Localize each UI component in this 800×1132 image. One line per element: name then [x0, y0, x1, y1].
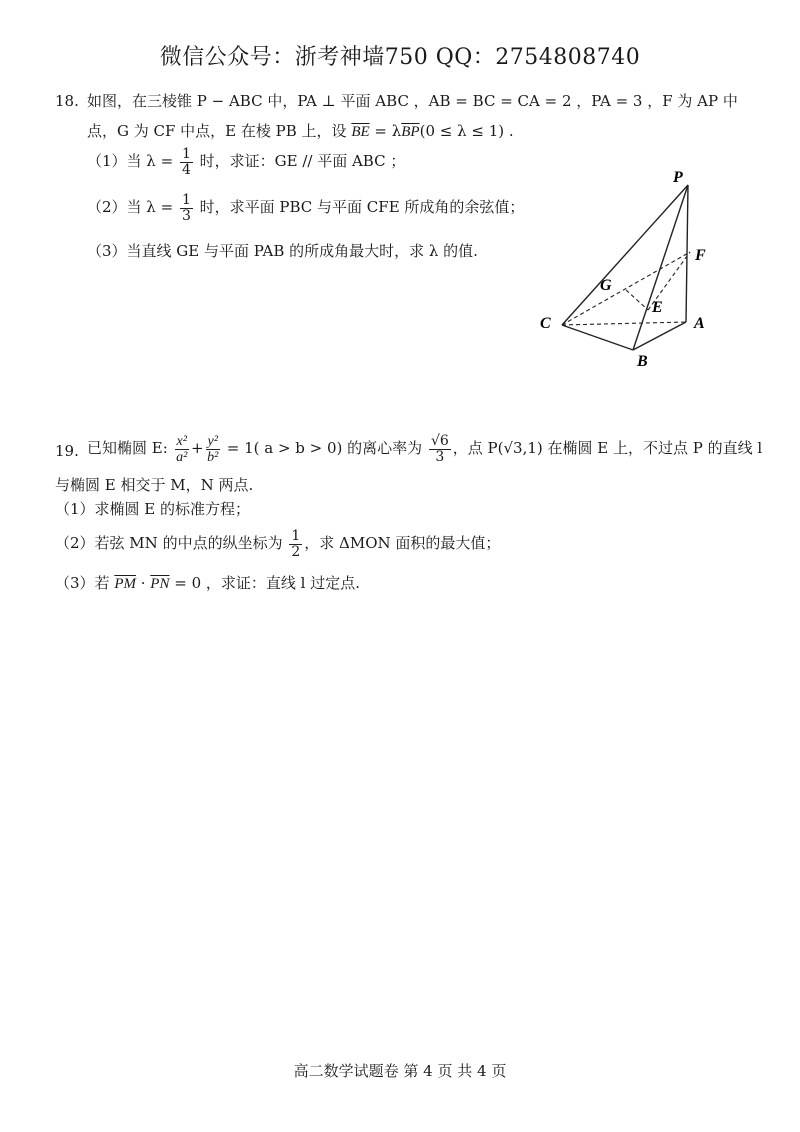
q19-part-3 — [55, 568, 360, 599]
page-footer: 高二数学试题卷 第 4 页 共 4 页 — [293, 1062, 507, 1080]
question-number: 18. — [55, 92, 79, 110]
fraction-one-half — [289, 529, 302, 560]
tetrahedron-figure — [530, 160, 770, 380]
segment-ge — [626, 290, 648, 310]
q18-stem-line1: 如图，在三棱锥 P − ABC 中，PA ⊥ 平面 ABC ，AB = BC = CA = 2 ，PA = 3 ，F 为 AP 中 — [87, 92, 738, 110]
label-b: B — [637, 353, 648, 370]
vector-pm: $\overline{PM}$ — [114, 576, 136, 592]
q18-stem-text-c: (0 ≤ λ ≤ 1) . — [419, 122, 514, 140]
label-a: A — [694, 315, 705, 332]
q18-p1-text-b: 时，求证：GE // 平面 ABC ； — [194, 152, 406, 170]
label-g: G — [600, 277, 612, 294]
q19-stem-line1: 已知椭圆 E: $\frac{\text{x²}}{\text{a²}}$ + $\frac{\text{y²}}{\text{b²}}$ = 1( a > b > 0) 的离心率为 $\frac{√6}{3}$ ，点 P(√3,1) 在椭圆 E 上，不过点 P 的直线 l — [87, 432, 763, 465]
q19-stem-line2: 与椭圆 E 相交于 M，N 两点. — [55, 476, 254, 494]
q19-p3-text-b: = 0 ，求证：直线 l 过定点. — [169, 574, 360, 592]
vector-pn: $\overline{PN}$ — [150, 576, 170, 592]
q19-p3-text-a: （3）若 — [55, 574, 115, 592]
frac-denominator: a² — [176, 449, 188, 465]
q18-part-1 — [87, 146, 405, 178]
edge-cb — [562, 325, 633, 350]
frac-numerator: x² — [176, 433, 187, 449]
q19-part-2 — [55, 528, 500, 560]
frac-numerator: 1 — [291, 527, 301, 544]
q19-stem-text-b: = 1( a > b > 0) 的离心率为 — [221, 439, 427, 457]
fraction-eccentricity — [429, 434, 451, 465]
label-e: E — [652, 299, 663, 316]
frac-denominator: b² — [207, 449, 219, 465]
segment-cf — [562, 252, 690, 325]
question-19 — [55, 428, 775, 598]
frac-denominator: 2 — [291, 543, 301, 560]
dot-operator: · — [135, 574, 151, 592]
frac-numerator: 1 — [181, 145, 191, 162]
q18-stem-text-a: 点，G 为 CF 中点，E 在棱 PB 上，设 — [87, 122, 352, 140]
q19-p2-text-b: ，求 ΔMON 面积的最大值； — [304, 534, 501, 552]
fraction-one-third — [180, 193, 193, 224]
q18-part-3: （3）当直线 GE 与平面 PAB 的所成角最大时，求 λ 的值. — [87, 242, 478, 260]
frac-numerator: y² — [207, 433, 218, 449]
frac-numerator: √6 — [430, 432, 449, 449]
q18-p2-text-b: 时，求平面 PBC 与平面 CFE 所成角的余弦值； — [194, 198, 525, 216]
fraction-one-quarter — [180, 147, 193, 178]
q18-stem-line2 — [87, 116, 514, 147]
fraction-y2-b2 — [206, 434, 220, 465]
q18-part-2 — [87, 192, 524, 224]
label-f: F — [695, 247, 706, 264]
q18-p1-text-a: （1）当 λ = — [87, 152, 178, 170]
edge-ca-hidden — [562, 322, 686, 325]
vector-bp: $\overline{BP}$ — [401, 124, 420, 140]
frac-denominator: 3 — [181, 207, 191, 224]
q19-stem-text-a: 已知椭圆 E: — [87, 439, 173, 457]
frac-denominator: 3 — [435, 448, 445, 465]
label-c: C — [540, 315, 551, 332]
frac-numerator: 1 — [181, 191, 191, 208]
watermark-header: 微信公众号：浙考神墙750 QQ：2754808740 — [159, 45, 641, 70]
q19-part-1: （1）求椭圆 E 的标准方程； — [55, 500, 251, 518]
q18-stem-text-b: = λ — [369, 122, 402, 140]
q18-p2-text-a: （2）当 λ = — [87, 198, 178, 216]
label-p: P — [673, 169, 683, 186]
q19-stem-text-c: ，点 P(√3,1) 在椭圆 E 上，不过点 P 的直线 l — [452, 439, 763, 457]
edge-pc — [562, 185, 688, 325]
fraction-x2-a2 — [175, 434, 189, 465]
vector-be: $\overline{BE}$ — [351, 124, 370, 140]
frac-denominator: 4 — [181, 161, 191, 178]
q19-p2-text-a: （2）若弦 MN 的中点的纵坐标为 — [55, 534, 288, 552]
question-number: 19. — [55, 442, 79, 460]
